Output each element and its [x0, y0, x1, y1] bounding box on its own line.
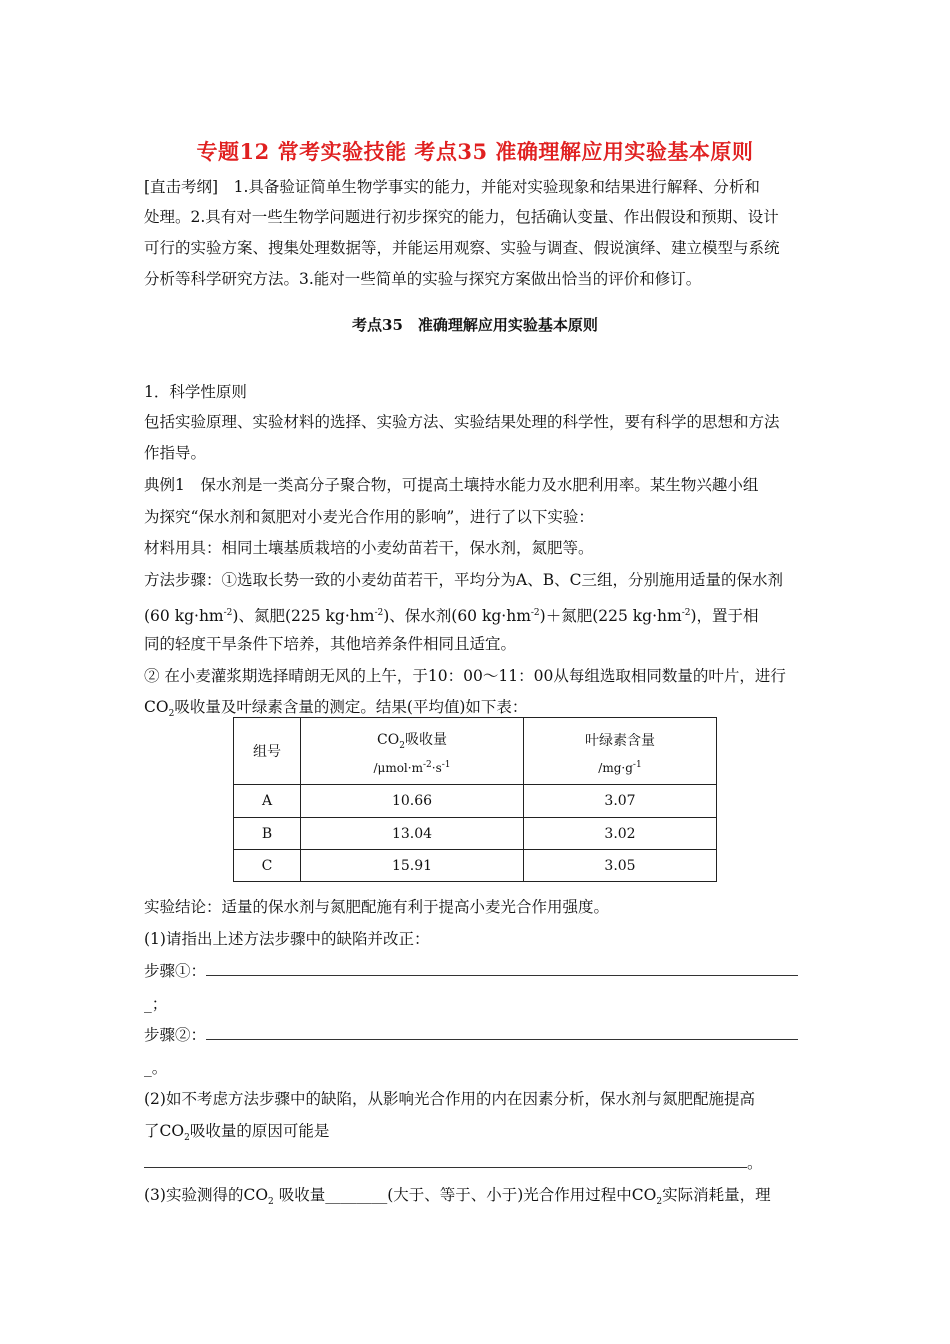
q3-text: 实际消耗量，理 — [662, 1186, 771, 1204]
method-text: )、氮肥(225 kg·hm — [232, 607, 375, 626]
step2-text: 吸收量及叶绿素含量的测定。结果(平均值)如下表： — [174, 698, 528, 716]
method-text: (60 kg·hm — [144, 607, 224, 626]
q3-text: (3)实验测得的CO — [144, 1186, 269, 1204]
example-line-2: 为探究“保水剂和氮肥对小麦光合作用的影响”，进行了以下实验： — [144, 508, 594, 526]
method-text: )，置于相 — [690, 607, 759, 626]
section-heading: 考点35 准确理解应用实验基本原则 — [352, 316, 598, 334]
syllabus-line-1: [直击考纲] 1.具备验证简单生物学事实的能力，并能对实验现象和结果进行解释、分析和 — [144, 178, 760, 196]
materials-line: 材料用具：相同土壤基质栽培的小麦幼苗若干，保水剂，氮肥等。 — [144, 539, 594, 557]
q2-text: 吸收量的原因可能是 — [189, 1122, 330, 1140]
subscript: 2 — [168, 709, 175, 720]
exponent: -1 — [441, 760, 451, 771]
exponent: -2 — [223, 608, 233, 618]
cell-group: B — [234, 818, 301, 850]
q3-text: (大于、等于、小于)光合作用过程中CO — [387, 1186, 657, 1204]
method-line-2 — [144, 603, 759, 626]
cell-co2: 15.91 — [301, 850, 524, 882]
cell-co2: 13.04 — [301, 818, 524, 850]
unit-text: ·s — [431, 761, 442, 776]
step1-answer-line — [144, 961, 798, 981]
syllabus-line-3: 可行的实验方案、搜集处理数据等，并能运用观察、实验与调查、假说演绎、建立模型与系统 — [144, 239, 780, 257]
q2-end: 。 — [747, 1154, 763, 1172]
table-row — [234, 818, 717, 850]
header-chlorophyll — [524, 718, 717, 785]
question-3-line-1 — [144, 1185, 771, 1212]
results-table — [233, 717, 717, 882]
exponent: -2 — [681, 608, 691, 618]
method-line-3: 同的轻度干旱条件下培养，其他培养条件相同且适宜。 — [144, 635, 517, 653]
syllabus-line-4: 分析等科学研究方法。3.能对一些简单的实验与探究方案做出恰当的评价和修订。 — [144, 270, 702, 288]
table-header-row — [234, 718, 717, 785]
cell-chlorophyll: 3.07 — [524, 785, 717, 818]
subscript: 2 — [399, 740, 405, 751]
cell-group: C — [234, 850, 301, 882]
q3-answer-blank[interactable]: ________ — [325, 1186, 388, 1204]
method-text: )、保水剂(60 kg·hm — [383, 607, 531, 626]
cell-co2: 10.66 — [301, 785, 524, 818]
document-title: 专题12 常考实验技能 考点35 准确理解应用实验基本原则 — [196, 139, 754, 164]
step1-label: 步骤①： — [144, 962, 207, 980]
method-text: )＋氮肥(225 kg·hm — [539, 607, 682, 626]
exponent: -2 — [422, 760, 432, 771]
cell-chlorophyll: 3.02 — [524, 818, 717, 850]
subscript: 2 — [184, 1133, 190, 1144]
exponent: -1 — [632, 759, 642, 770]
question-1: (1)请指出上述方法步骤中的缺陷并改正： — [144, 930, 430, 948]
syllabus-line-2: 处理。2.具有对一些生物学问题进行初步探究的能力，包括确认变量、作出假设和预期、设计 — [144, 208, 779, 226]
question-2-line-1: (2)如不考虑方法步骤中的缺陷，从影响光合作用的内在因素分析，保水剂与氮肥配施提高 — [144, 1090, 755, 1108]
question-2-answer-line — [144, 1153, 763, 1173]
header-text: CO — [377, 731, 400, 748]
method-line-1: 方法步骤：①选取长势一致的小麦幼苗若干，平均分为A、B、C三组，分别施用适量的保水剂 — [144, 571, 783, 589]
unit-text: /mg·g — [598, 760, 633, 775]
q2-text: 了CO — [144, 1122, 185, 1140]
header-co2 — [301, 718, 524, 785]
header-text: 叶绿素含量 — [585, 732, 655, 749]
step1-answer-blank[interactable] — [206, 961, 798, 976]
exponent: -2 — [374, 608, 384, 618]
table-row — [234, 850, 717, 882]
step2-label: 步骤②： — [144, 1026, 207, 1044]
cell-chlorophyll: 3.05 — [524, 850, 717, 882]
conclusion-line: 实验结论：适量的保水剂与氮肥配施有利于提高小麦光合作用强度。 — [144, 898, 610, 916]
example-line-1: 典例1 保水剂是一类高分子聚合物，可提高土壤持水能力及水肥利用率。某生物兴趣小组 — [144, 476, 759, 494]
step2-answer-blank[interactable] — [206, 1025, 798, 1040]
principle-line-2: 作指导。 — [144, 444, 207, 462]
principle-heading: 1．科学性原则 — [144, 383, 247, 401]
header-text: 吸收量 — [404, 731, 447, 748]
subscript: 2 — [268, 1197, 274, 1208]
step1-answer-end: _； — [144, 995, 168, 1013]
unit-text: /μmol·m — [373, 761, 423, 776]
step2-line-1: ② 在小麦灌浆期选择晴朗无风的上午，于10：00～11：00从每组选取相同数量的叶片，进行 — [144, 667, 786, 685]
subscript: 2 — [656, 1197, 663, 1208]
step2-answer-end: _。 — [144, 1059, 168, 1077]
q2-answer-blank[interactable] — [144, 1153, 747, 1168]
step2-answer-line — [144, 1025, 798, 1045]
principle-line-1: 包括实验原理、实验材料的选择、实验方法、实验结果处理的科学性，要有科学的思想和方法 — [144, 413, 780, 431]
q3-text: 吸收量 — [273, 1186, 326, 1204]
table-row — [234, 785, 717, 818]
exponent: -2 — [530, 608, 540, 618]
co2-text: CO — [144, 698, 169, 716]
question-2-line-2 — [144, 1121, 329, 1148]
header-group: 组号 — [234, 718, 301, 785]
cell-group: A — [234, 785, 301, 818]
